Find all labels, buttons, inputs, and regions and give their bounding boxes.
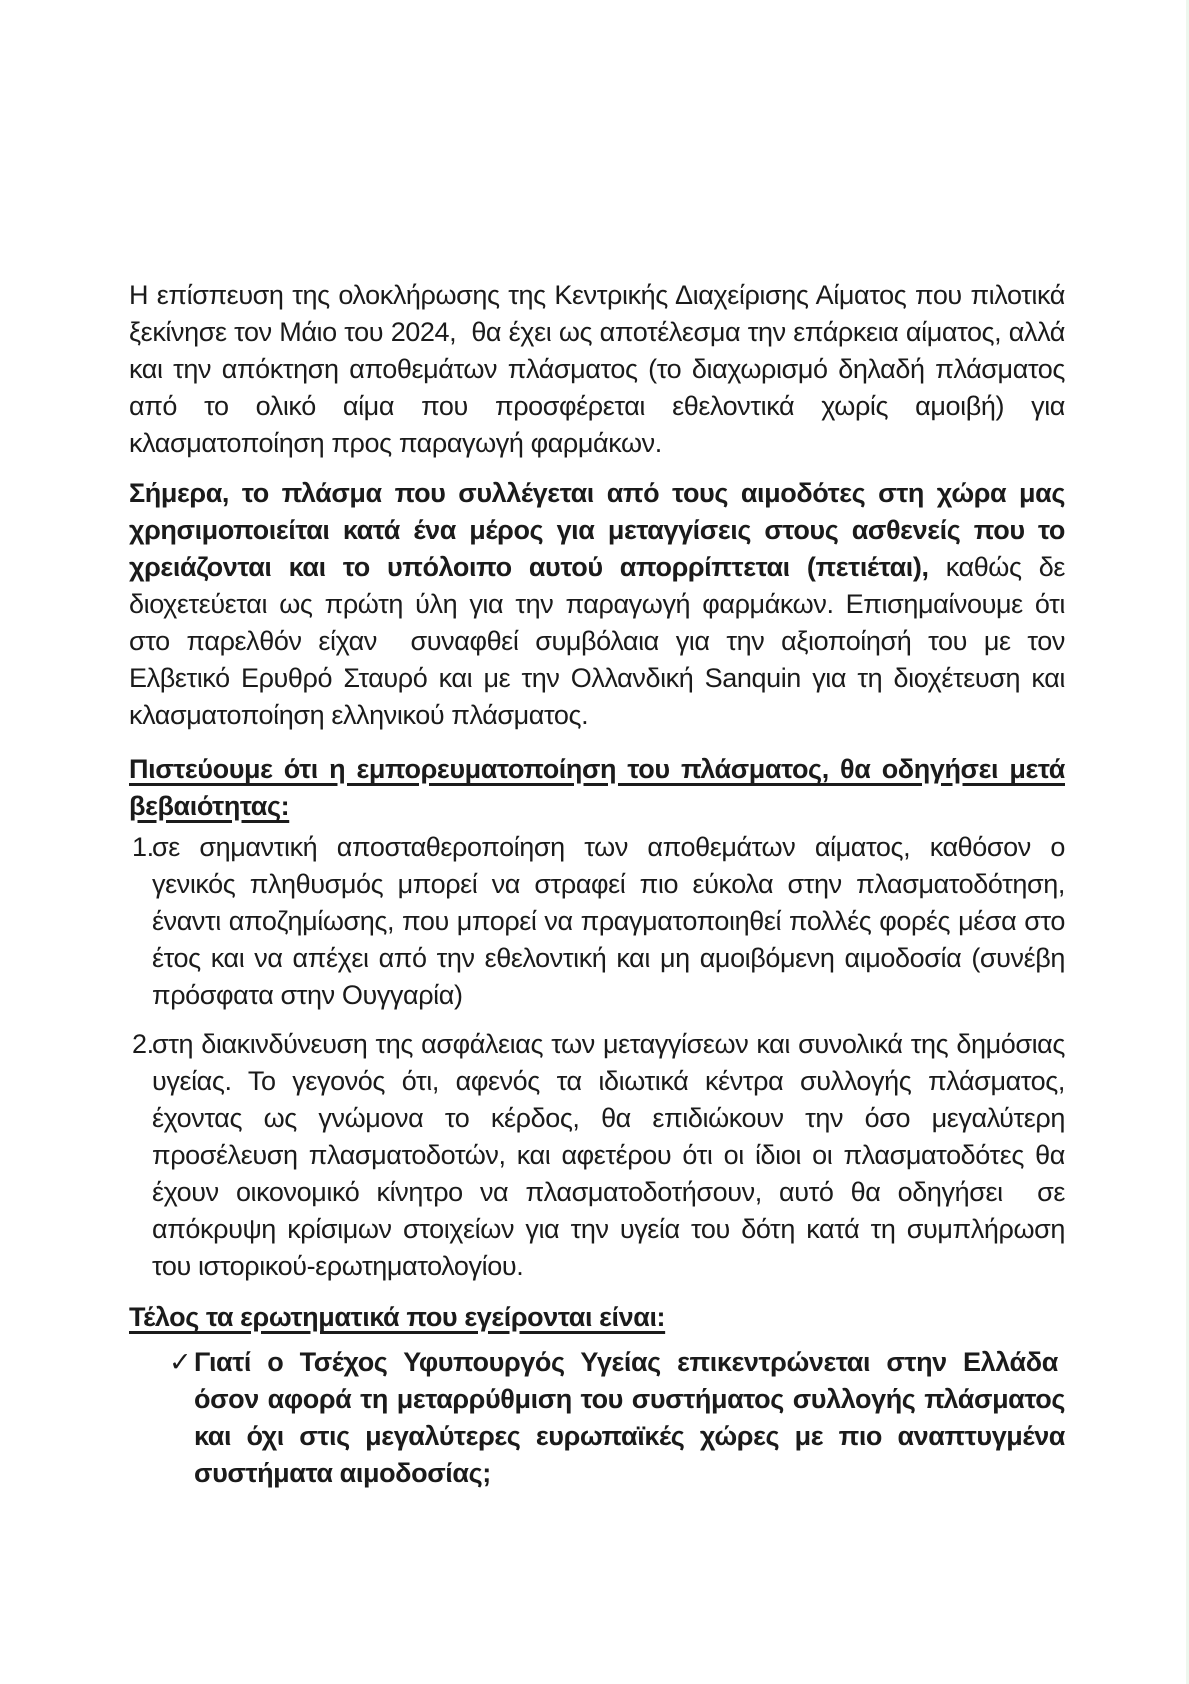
plasma-usage-regular-text: καθώς δε διοχετεύεται ως πρώτη ύλη για την παραγωγή φαρμάκων. Επισημαίνουμε ότι στο παρελθόν είχαν συναφθεί συμβόλαια για την αξιοποίησή του με τον Ελβετικό Ερυθρό Σταυρό και με την Ολλανδική Sanquin για τη διοχέτευση και κλασματοποίηση ελληνικού πλάσματος. (129, 552, 1065, 730)
numbered-list-item-2 (129, 1026, 1065, 1285)
check-list-item-1-text: Γιατί ο Τσέχος Υφυπουργός Υγείας επικεντρώνεται στην Ελλάδα όσον αφορά τη μεταρρύθμιση του συστήματος συλλογής πλάσματος και όχι στις μεγαλύτερες ευρωπαϊκές χώρες με πιο αναπτυγμένα συστήματα αιμοδοσίας; (194, 1347, 1065, 1488)
plasma-usage-paragraph (129, 475, 1065, 734)
belief-heading: Πιστεύουμε ότι η εμπορευματοποίηση του πλάσματος, θα οδηγήσει μετά βεβαιότητας: (129, 754, 1065, 821)
intro-paragraph: Η επίσπευση της ολοκλήρωσης της Κεντρικής Διαχείρισης Αίματος που πιλοτικά ξεκίνησε τον Μάιο του 2024, θα έχει ως αποτέλεσμα την επάρκεια αίματος, αλλά και την απόκτηση αποθεμάτων πλάσματος (το διαχωρισμό δηλαδή πλάσματος από το ολικό αίμα που προσφέρεται εθελοντικά χωρίς αμοιβή) για κλασματοποίηση προς παραγωγή φαρμάκων. (129, 280, 1065, 458)
checkmark-icon: ✓ (169, 1347, 192, 1377)
document-content (129, 277, 1065, 1492)
check-list-item-1 (129, 1344, 1065, 1492)
numbered-list-item-1-text: σε σημαντική αποσταθεροποίηση των αποθεμάτων αίματος, καθόσον ο γενικός πληθυσμός μπορεί να στραφεί πιο εύκολα στην πλασματοδότηση, έναντι αποζημίωσης, που μπορεί να πραγματοποιηθεί πολλές φορές μέσα στο έτος και να απέχει από την εθελοντική και μη αμοιβόμενη αιμοδοσία (συνέβη πρόσφατα στην Ουγγαρία) (152, 832, 1065, 1010)
list-number-1: 1. (132, 832, 154, 862)
plasma-usage-bold-text: Σήμερα, το πλάσμα που συλλέγεται από τους αιμοδότες στη χώρα μας χρησιμοποιείται κατά ένα μέρος για μεταγγίσεις στους ασθενείς που το χρειάζονται και το υπόλοιπο αυτού απορρίπτεται (πετιέται), (129, 478, 1065, 582)
numbered-list-item-2-text: στη διακινδύνευση της ασφάλειας των μεταγγίσεων και συνολικά της δημόσιας υγείας. Το γεγονός ότι, αφενός τα ιδιωτικά κέντρα συλλογής πλάσματος, έχοντας ως γνώμονα το κέρδος, θα επιδιώκουν την όσο μεγαλύτερη προσέλευση πλασματοδοτών, και αφετέρου ότι οι ίδιοι οι πλασματοδότες θα έχουν οικονομικό κίνητρο να πλασματοδοτήσουν, αυτό θα οδηγήσει σε απόκρυψη κρίσιμων στοιχείων για την υγεία του δότη κατά τη συμπλήρωση του ιστορικού-ερωτηματολογίου. (152, 1029, 1065, 1281)
list-number-2: 2. (132, 1029, 154, 1059)
questions-heading: Τέλος τα ερωτηματικά που εγείρονται είναι: (129, 1302, 666, 1332)
numbered-list-item-1 (129, 829, 1065, 1014)
